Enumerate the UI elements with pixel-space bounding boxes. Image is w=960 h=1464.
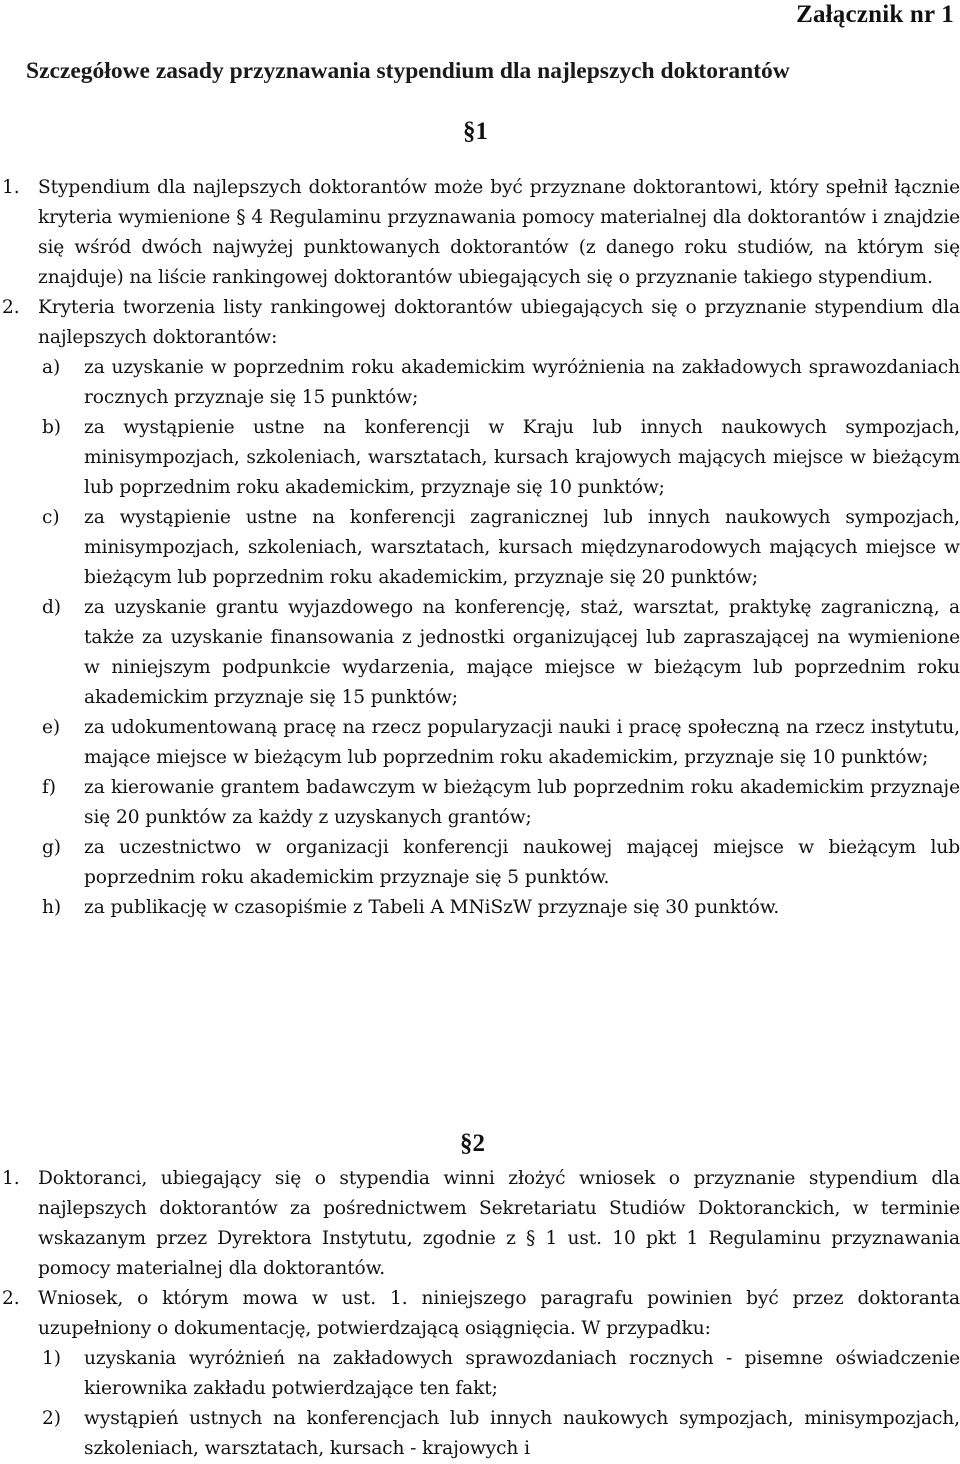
item-number: 1. bbox=[2, 1168, 20, 1189]
item-intro: Kryteria tworzenia listy rankingowej doktorantów ubiegających się o przyznanie stypendium dla najlepszych doktorantów: bbox=[38, 297, 960, 348]
annex-label: Załącznik nr 1 bbox=[796, 1, 954, 28]
criteria-text: za uczestnictwo w organizacji konferencji naukowej mającej miejsce w bieżącym lub poprzednim roku akademickim przyznaje się 5 punktów. bbox=[84, 837, 960, 888]
item-content bbox=[38, 1284, 960, 1464]
criteria-letter: d) bbox=[42, 597, 61, 618]
item-intro: Wniosek, o którym mowa w ust. 1. niniejszego paragrafu powinien być przez doktoranta uzupełniony o dokumentację, potwierdzającą osiągnięcia. W przypadku: bbox=[38, 1288, 960, 1339]
criteria-letter: c) bbox=[42, 507, 60, 528]
item-content bbox=[38, 293, 960, 923]
section-1 bbox=[2, 173, 960, 923]
criteria-letter: g) bbox=[42, 837, 61, 858]
criteria-letter: f) bbox=[42, 777, 56, 798]
criteria-item-f bbox=[42, 773, 960, 833]
section-1-item-1 bbox=[2, 173, 960, 293]
criteria-item-d bbox=[42, 593, 960, 713]
criteria-text: za uzyskanie w poprzednim roku akademickim wyróżnienia na zakładowych sprawozdaniach rocznych przyznaje się 15 punktów; bbox=[84, 357, 960, 408]
criteria-letter: e) bbox=[42, 717, 61, 738]
criteria-item-b bbox=[42, 413, 960, 503]
section-2-mark: §2 bbox=[460, 1130, 485, 1157]
documentation-text: uzyskania wyróżnień na zakładowych sprawozdaniach rocznych - pisemne oświadczenie kierownika zakładu potwierdzające ten fakt; bbox=[84, 1348, 960, 1399]
documentation-number: 1) bbox=[42, 1348, 61, 1369]
item-text: Doktoranci, ubiegający się o stypendia winni złożyć wniosek o przyznanie stypendium dla najlepszych doktorantów za pośrednictwem Sekretariatu Studiów Doktoranckich, w terminie wskazanym przez Dyrektora Instytutu, zgodnie z § 1 ust. 10 pkt 1 Regulaminu przyznawania pomocy materialnej dla doktorantów. bbox=[38, 1168, 960, 1279]
section-1-mark: §1 bbox=[463, 118, 488, 145]
section-2-item-1 bbox=[2, 1164, 960, 1284]
criteria-item-c bbox=[42, 503, 960, 593]
criteria-text: za publikację w czasopiśmie z Tabeli A MNiSzW przyznaje się 30 punktów. bbox=[84, 897, 780, 918]
criteria-item-h bbox=[42, 893, 960, 923]
item-number: 2. bbox=[2, 297, 20, 318]
criteria-text: za kierowanie grantem badawczym w bieżącym lub poprzednim roku akademickim przyznaje się 20 punktów za każdy z uzyskanych grantów; bbox=[84, 777, 960, 828]
criteria-letter: a) bbox=[42, 357, 61, 378]
criteria-text: za wystąpienie ustne na konferencji w Kraju lub innych naukowych sympozjach, minisympozjach, szkoleniach, warsztatach, kursach krajowych mających miejsce w bieżącym lub poprzednim roku akademickim, przyznaje się 10 punktów; bbox=[84, 417, 960, 498]
item-number: 2. bbox=[2, 1288, 20, 1309]
criteria-item-a bbox=[42, 353, 960, 413]
criteria-text: za wystąpienie ustne na konferencji zagranicznej lub innych naukowych sympozjach, minisympozjach, szkoleniach, warsztatach, kursach międzynarodowych mających miejsce w bieżącym lub poprzednim roku akademickim, przyznaje się 20 punktów; bbox=[84, 507, 960, 588]
criteria-text: za udokumentowaną pracę na rzecz popularyzacji nauki i pracę społeczną na rzecz instytutu, mające miejsce w bieżącym lub poprzednim roku akademickim, przyznaje się 10 punktów; bbox=[84, 717, 960, 768]
criteria-text: za uzyskanie grantu wyjazdowego na konferencję, staż, warsztat, praktykę zagraniczną, a także za uzyskanie finansowania z jednostki organizującej lub zapraszającej na wymienione w niniejszym podpunkcie wydarzenia, mające miejsce w bieżącym lub poprzednim roku akademickim przyznaje się 15 punktów; bbox=[84, 597, 960, 708]
documentation-list bbox=[38, 1344, 960, 1464]
documentation-text: wystąpień ustnych na konferencjach lub innych naukowych sympozjach, minisympozjach, szkoleniach, warsztatach, kursach - krajowych i bbox=[84, 1408, 960, 1459]
documentation-number: 2) bbox=[42, 1408, 61, 1429]
section-2 bbox=[2, 1164, 960, 1464]
document-title: Szczegółowe zasady przyznawania stypendium dla najlepszych doktorantów bbox=[26, 58, 790, 84]
item-number: 1. bbox=[2, 177, 20, 198]
item-text: Stypendium dla najlepszych doktorantów może być przyznane doktorantowi, który spełnił łącznie kryteria wymienione § 4 Regulaminu przyznawania pomocy materialnej dla doktorantów i znajdzie się wśród dwóch najwyżej punktowanych doktorantów (z danego roku studiów, na którym się znajduje) na liście rankingowej doktorantów ubiegających się o przyznanie takiego stypendium. bbox=[38, 177, 960, 288]
documentation-item-1 bbox=[42, 1344, 960, 1404]
section-2-item-2 bbox=[2, 1284, 960, 1464]
criteria-letter: h) bbox=[42, 897, 62, 918]
criteria-list bbox=[38, 353, 960, 923]
criteria-item-e bbox=[42, 713, 960, 773]
criteria-item-g bbox=[42, 833, 960, 893]
criteria-letter: b) bbox=[42, 417, 61, 438]
documentation-item-2 bbox=[42, 1404, 960, 1464]
section-1-item-2 bbox=[2, 293, 960, 923]
